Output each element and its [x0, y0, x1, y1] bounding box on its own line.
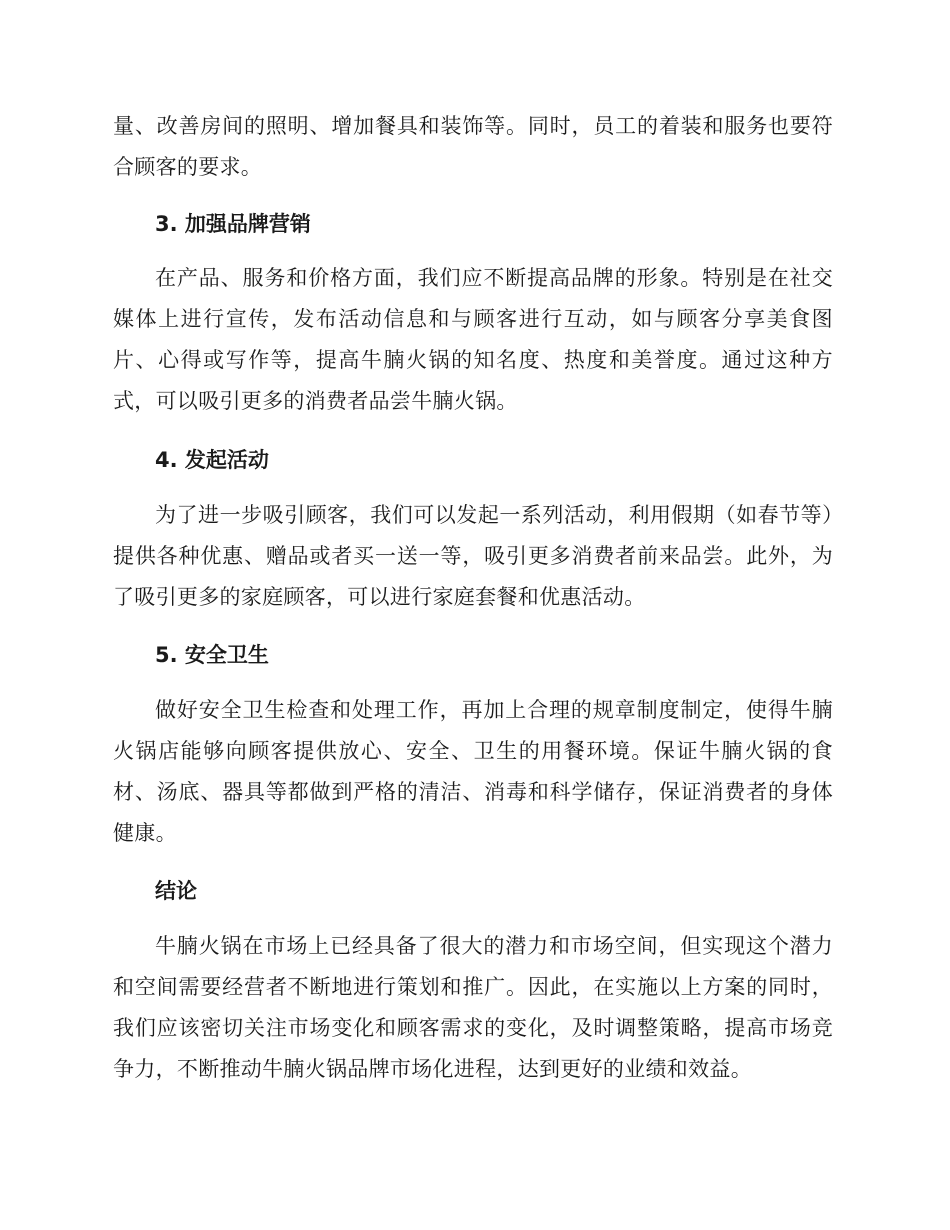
- paragraph-continued: 量、改善房间的照明、增加餐具和装饰等。同时，员工的着装和服务也要符合顾客的要求。: [113, 114, 833, 179]
- paragraph-activities: 为了进一步吸引顾客，我们可以发起一系列活动，利用假期（如春节等）提供各种优惠、赠品或者买一送一等，吸引更多消费者前来品尝。此外，为了吸引更多的家庭顾客，可以进行家庭套餐和优惠活动。: [113, 503, 833, 609]
- section-heading-conclusion: 结论: [155, 879, 197, 903]
- section-heading-safety-hygiene: 5. 安全卫生: [155, 643, 269, 667]
- paragraph-safety-hygiene: 做好安全卫生检查和处理工作，再加上合理的规章制度制定，使得牛腩火锅店能够向顾客提供放心、安全、卫生的用餐环境。保证牛腩火锅的食材、汤底、器具等都做到严格的清洁、消毒和科学储存，保证消费者的身体健康。: [113, 698, 833, 845]
- section-heading-brand-marketing: 3. 加强品牌营销: [155, 212, 311, 236]
- paragraph-brand-marketing: 在产品、服务和价格方面，我们应不断提高品牌的形象。特别是在社交媒体上进行宣传，发布活动信息和与顾客进行互动，如与顾客分享美食图片、心得或写作等，提高牛腩火锅的知名度、热度和美誉度。通过这种方式，可以吸引更多的消费者品尝牛腩火锅。: [113, 266, 833, 413]
- paragraph-conclusion: 牛腩火锅在市场上已经具备了很大的潜力和市场空间，但实现这个潜力和空间需要经营者不断地进行策划和推广。因此，在实施以上方案的同时，我们应该密切关注市场变化和顾客需求的变化，及时调整策略，提高市场竞争力，不断推动牛腩火锅品牌市场化进程，达到更好的业绩和效益。: [113, 934, 833, 1081]
- section-heading-activities: 4. 发起活动: [155, 448, 269, 472]
